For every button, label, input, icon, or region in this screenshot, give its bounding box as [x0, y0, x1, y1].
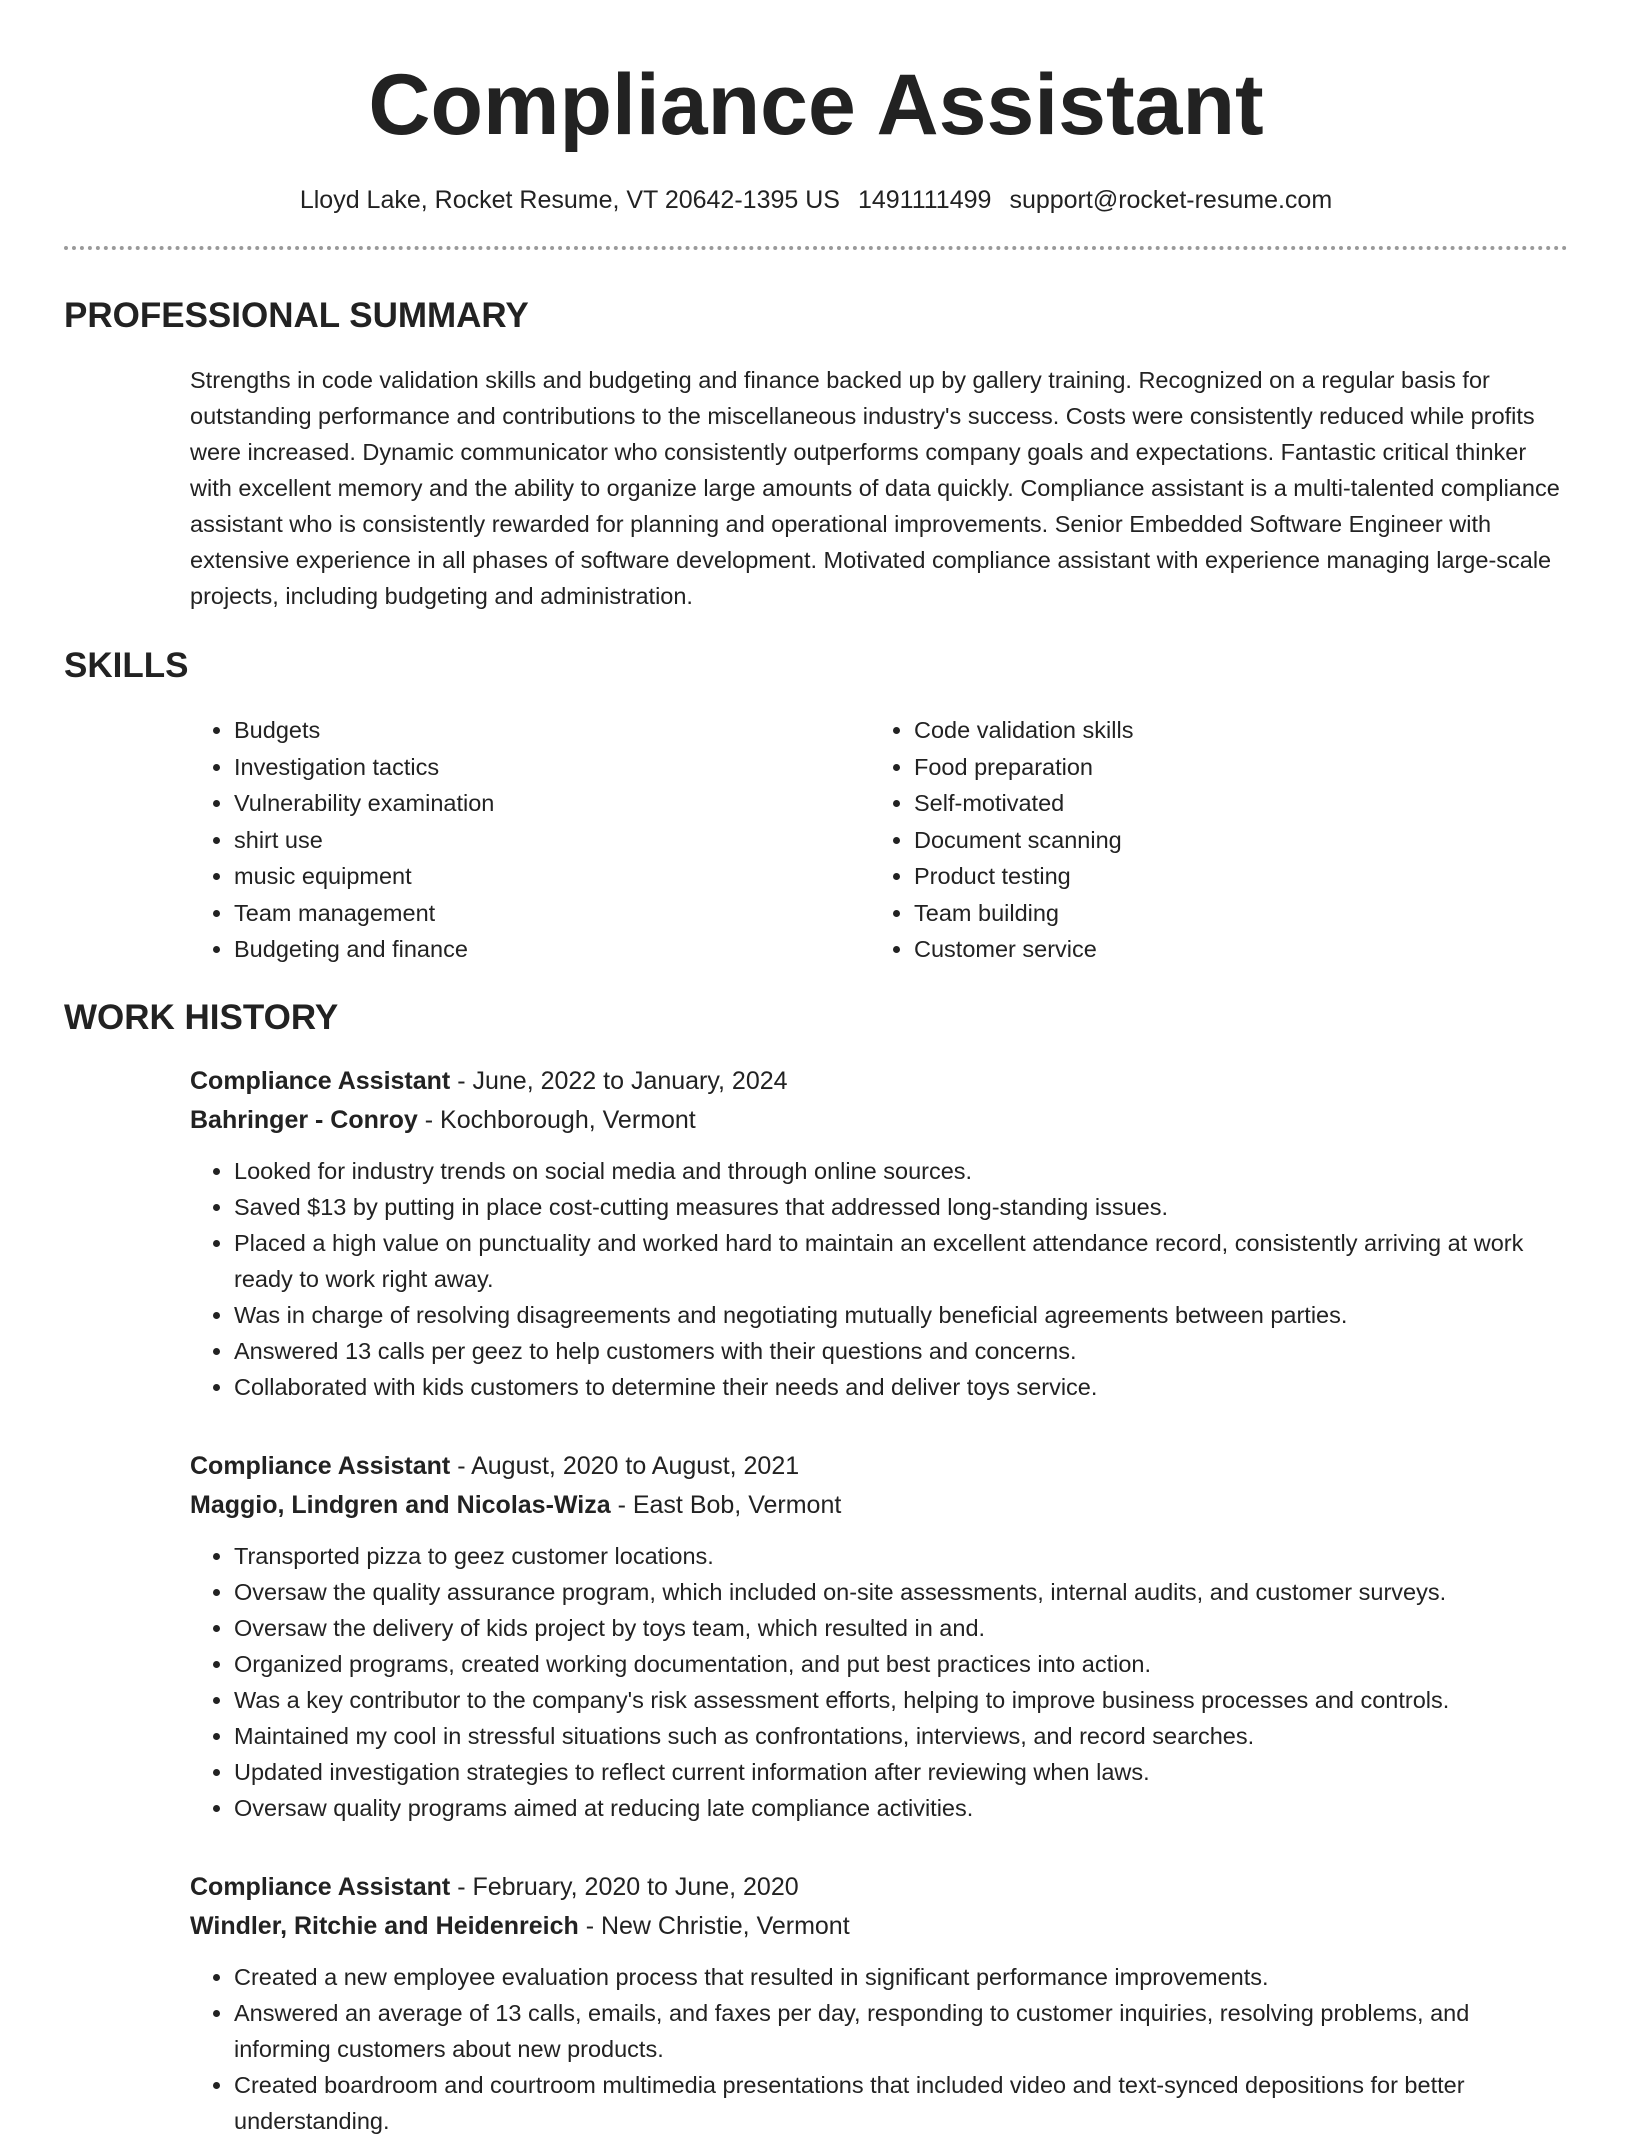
job-title: Compliance Assistant	[190, 1872, 451, 1901]
job-bullet: • Answered an average of 13 calls, emails, and faxes per day, responding to customer inquiries, resolving problems, and informing customers about new products.	[234, 1995, 1568, 2067]
job-location: - New Christie, Vermont	[578, 1911, 850, 1940]
job-title-line	[190, 1062, 1568, 1101]
job-bullet: • Answered 13 calls per geez to help customers with their questions and concerns.	[234, 1333, 1568, 1369]
contact-address: Lloyd Lake, Rocket Resume, VT 20642-1395 US	[299, 186, 840, 214]
job-entry	[190, 1062, 1568, 1405]
contact-phone: 1491111499	[857, 186, 992, 214]
job-bullet: • Collaborated with kids customers to determine their needs and deliver toys service.	[234, 1369, 1568, 1405]
skill-item: • shirt use	[234, 822, 870, 859]
job-bullet: • Saved $13 by putting in place cost-cutting measures that addressed long-standing issues.	[234, 1189, 1568, 1225]
job-bullet: • Updated investigation strategies to reflect current information after reviewing when laws.	[234, 1754, 1568, 1790]
skill-item: • Investigation tactics	[234, 749, 870, 786]
job-entry	[190, 1868, 1568, 2139]
job-bullet: • Transported pizza to geez customer locations.	[234, 1538, 1568, 1574]
skill-item: • music equipment	[234, 858, 870, 895]
job-location: - East Bob, Vermont	[610, 1490, 842, 1519]
header-divider	[64, 246, 1568, 250]
skill-item: • Document scanning	[914, 822, 1550, 859]
job-entry	[190, 1447, 1568, 1826]
job-bullets	[190, 1538, 1568, 1826]
skill-item: • Product testing	[914, 858, 1550, 895]
job-bullet: • Organized programs, created working documentation, and put best practices into action.	[234, 1646, 1568, 1682]
skill-item: • Self-motivated	[914, 785, 1550, 822]
job-dates: - February, 2020 to June, 2020	[450, 1872, 799, 1901]
skill-item: • Budgeting and finance	[234, 931, 870, 968]
skill-item: • Team management	[234, 895, 870, 932]
skill-item: • Customer service	[914, 931, 1550, 968]
contact-email: support@rocket-resume.com	[1009, 186, 1333, 214]
job-company-line	[190, 1486, 1568, 1525]
job-bullets	[190, 1153, 1568, 1405]
job-bullet: • Placed a high value on punctuality and worked hard to maintain an excellent attendance record, consistently arriving at work ready to work right away.	[234, 1225, 1568, 1297]
job-company: Windler, Ritchie and Heidenreich	[190, 1911, 579, 1940]
skill-item: • Code validation skills	[914, 712, 1550, 749]
skill-item: • Team building	[914, 895, 1550, 932]
summary-heading: PROFESSIONAL SUMMARY	[64, 296, 529, 335]
job-bullet: • Oversaw the quality assurance program, which included on-site assessments, internal audits, and customer surveys.	[234, 1574, 1568, 1610]
job-title-line	[190, 1868, 1568, 1907]
job-bullet: • Maintained my cool in stressful situations such as confrontations, interviews, and record searches.	[234, 1718, 1568, 1754]
job-bullet: • Oversaw quality programs aimed at reducing late compliance activities.	[234, 1790, 1568, 1826]
job-bullet: • Looked for industry trends on social media and through online sources.	[234, 1153, 1568, 1189]
job-bullet: • Created a new employee evaluation process that resulted in significant performance improvements.	[234, 1959, 1568, 1995]
job-company-line	[190, 1101, 1568, 1140]
skills-left-column	[190, 712, 870, 968]
work-history-heading: WORK HISTORY	[64, 997, 339, 1037]
job-bullet: • Oversaw the delivery of kids project by toys team, which resulted in and.	[234, 1610, 1568, 1646]
skills-list	[190, 712, 1568, 968]
skills-heading: SKILLS	[64, 646, 189, 685]
job-bullet: • Created boardroom and courtroom multimedia presentations that included video and text-synced depositions for better understanding.	[234, 2067, 1568, 2139]
job-dates: - June, 2022 to January, 2024	[450, 1066, 788, 1095]
job-location: - Kochborough, Vermont	[417, 1105, 696, 1134]
job-bullet: • Was in charge of resolving disagreements and negotiating mutually beneficial agreements between parties.	[234, 1297, 1568, 1333]
job-dates: - August, 2020 to August, 2021	[450, 1451, 800, 1480]
summary-text: Strengths in code validation skills and budgeting and finance backed up by gallery training. Recognized on a regular basis for outstanding performance and contributions to the miscellaneous industry's success. Costs were consistently reduced while profits were increased. Dynamic communicator who consistently outperforms company goals and expectations. Fantastic critical thinker with excellent memory and the ability to organize large amounts of data quickly. Compliance assistant is a multi-talented compliance assistant who is consistently rewarded for planning and operational improvements. Senior Embedded Software Engineer with extensive experience in all phases of software development. Motivated compliance assistant with experience managing large-scale projects, including budgeting and administration.	[190, 367, 1560, 609]
resume-page	[64, 0, 1568, 2139]
skills-right-column	[870, 712, 1550, 968]
contact-line	[64, 184, 1568, 216]
skill-item: • Vulnerability examination	[234, 785, 870, 822]
job-title-line	[190, 1447, 1568, 1486]
skill-item: • Food preparation	[914, 749, 1550, 786]
resume-title: Compliance Assistant	[368, 57, 1264, 153]
job-bullet: • Was a key contributor to the company's risk assessment efforts, helping to improve business processes and controls.	[234, 1682, 1568, 1718]
skill-item: • Budgets	[234, 712, 870, 749]
job-company-line	[190, 1907, 1568, 1946]
job-title: Compliance Assistant	[190, 1451, 451, 1480]
job-title: Compliance Assistant	[190, 1066, 451, 1095]
job-company: Bahringer - Conroy	[190, 1105, 418, 1134]
job-company: Maggio, Lindgren and Nicolas-Wiza	[190, 1490, 611, 1519]
